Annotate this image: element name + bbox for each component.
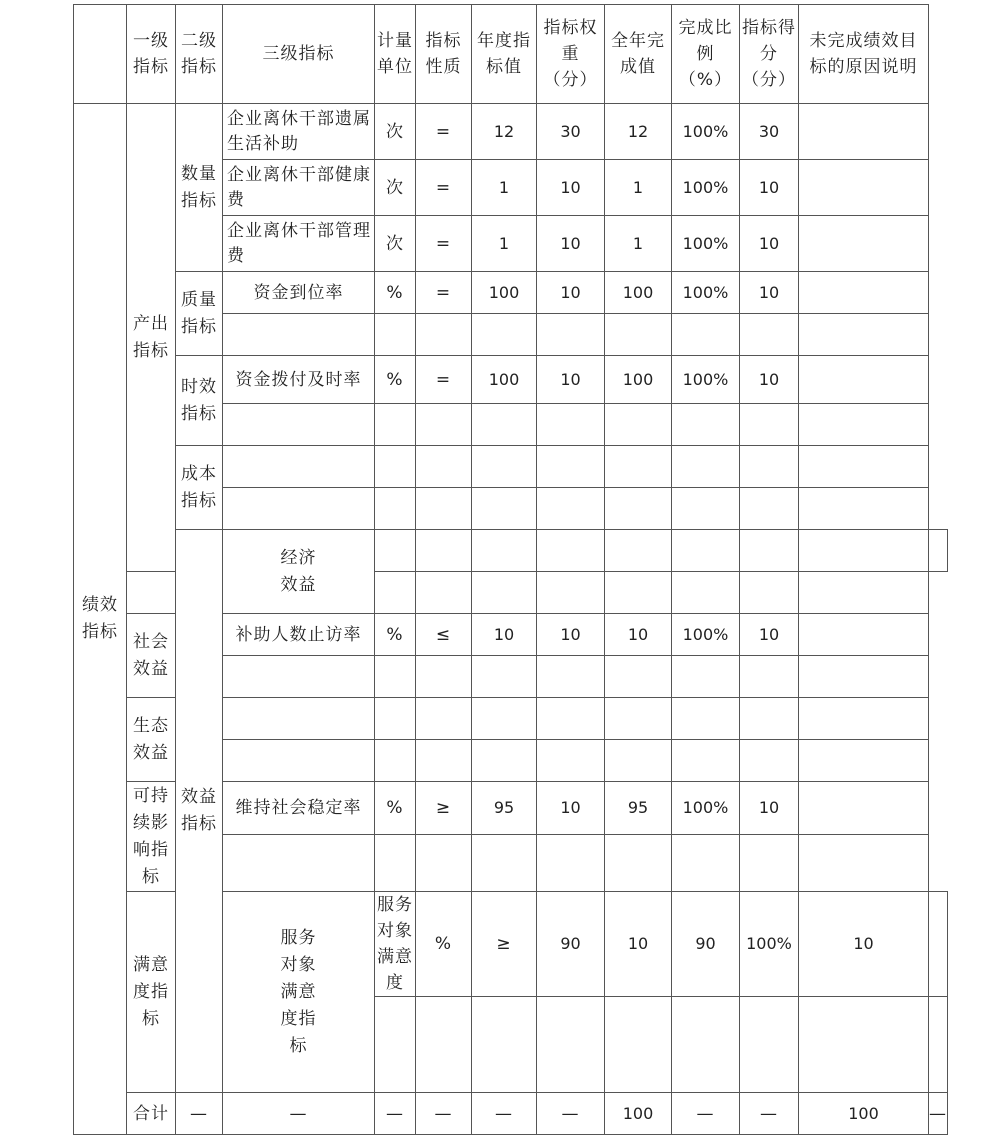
table-row-empty <box>74 530 948 572</box>
table-row <box>74 272 948 314</box>
subgroup-sustainable: 可持续影响指标 <box>127 782 176 892</box>
unit-cell: % <box>375 356 416 404</box>
total-score: 100 <box>799 1093 929 1135</box>
reason-cell <box>799 272 929 314</box>
unit-cell: % <box>375 272 416 314</box>
subgroup-quality: 质量指标 <box>176 272 223 356</box>
weight-cell: 10 <box>537 216 605 272</box>
unit-cell: 次 <box>375 216 416 272</box>
ratio-cell: 100% <box>672 216 740 272</box>
subgroup-quantity: 数量指标 <box>176 104 223 272</box>
header-completed: 全年完成值 <box>605 5 672 104</box>
total-dash: — <box>176 1093 223 1135</box>
indicator-name: 资金到位率 <box>223 272 375 314</box>
unit-cell: % <box>375 614 416 656</box>
reason-cell <box>929 892 948 997</box>
completed-cell: 1 <box>605 216 672 272</box>
group-benefit: 效益指标 <box>176 530 223 1093</box>
performance-table <box>73 4 948 1135</box>
indicator-name: 服务对象满意度 <box>375 892 416 997</box>
completed-cell: 100 <box>605 272 672 314</box>
ratio-cell: 100% <box>672 272 740 314</box>
weight-cell: 10 <box>537 782 605 835</box>
nature-cell: = <box>416 272 472 314</box>
completed-cell: 10 <box>605 614 672 656</box>
target-cell: 95 <box>472 782 537 835</box>
completed-cell: 12 <box>605 104 672 160</box>
group-satisfaction: 满意度指标 <box>127 892 176 1093</box>
reason-cell <box>799 356 929 404</box>
total-label: 合计 <box>127 1093 176 1135</box>
total-dash: — <box>375 1093 416 1135</box>
indicator-name: 企业离休干部健康费 <box>223 160 375 216</box>
target-cell: 100 <box>472 356 537 404</box>
ratio-cell: 100% <box>740 892 799 997</box>
indicator-name: 企业离休干部管理费 <box>223 216 375 272</box>
header-level1: 一级指标 <box>127 5 176 104</box>
table-row <box>74 356 948 404</box>
unit-cell: % <box>416 892 472 997</box>
subgroup-service: 服务对象满意度指标 <box>223 892 375 1093</box>
subgroup-timeliness: 时效指标 <box>176 356 223 446</box>
header-reason: 未完成绩效目标的原因说明 <box>799 5 929 104</box>
unit-cell: % <box>375 782 416 835</box>
ratio-cell: 100% <box>672 782 740 835</box>
indicator-name: 企业离休干部遗属生活补助 <box>223 104 375 160</box>
nature-cell: ≤ <box>416 614 472 656</box>
weight-cell: 10 <box>537 272 605 314</box>
weight-cell: 10 <box>605 892 672 997</box>
ratio-cell: 100% <box>672 614 740 656</box>
total-weight: 100 <box>605 1093 672 1135</box>
target-cell: 1 <box>472 216 537 272</box>
target-cell: 12 <box>472 104 537 160</box>
weight-cell: 10 <box>537 160 605 216</box>
completed-cell: 1 <box>605 160 672 216</box>
total-dash: — <box>740 1093 799 1135</box>
score-cell: 10 <box>740 216 799 272</box>
header-weight: 指标权重（分） <box>537 5 605 104</box>
nature-cell: ≥ <box>472 892 537 997</box>
subgroup-cost: 成本指标 <box>176 446 223 530</box>
ratio-cell: 100% <box>672 160 740 216</box>
header-level2: 二级指标 <box>176 5 223 104</box>
total-dash: — <box>223 1093 375 1135</box>
header-annual-target: 年度指标值 <box>472 5 537 104</box>
target-cell: 1 <box>472 160 537 216</box>
reason-cell <box>799 104 929 160</box>
completed-cell: 95 <box>605 782 672 835</box>
nature-cell: = <box>416 160 472 216</box>
total-dash: — <box>929 1093 948 1135</box>
table-row <box>74 104 948 160</box>
indicator-name: 补助人数止访率 <box>223 614 375 656</box>
table-row-empty <box>74 446 948 488</box>
header-score: 指标得分（分） <box>740 5 799 104</box>
score-cell: 30 <box>740 104 799 160</box>
subgroup-ecological: 生态效益 <box>127 698 176 782</box>
header-blank <box>74 5 127 104</box>
unit-cell: 次 <box>375 160 416 216</box>
score-cell: 10 <box>740 272 799 314</box>
header-unit: 计量单位 <box>375 5 416 104</box>
target-cell: 90 <box>537 892 605 997</box>
total-row <box>74 1093 948 1135</box>
group-output: 产出指标 <box>127 104 176 572</box>
unit-cell: 次 <box>375 104 416 160</box>
ratio-cell: 100% <box>672 104 740 160</box>
target-cell: 100 <box>472 272 537 314</box>
score-cell: 10 <box>740 782 799 835</box>
score-cell: 10 <box>799 892 929 997</box>
perf-indicator-label: 绩效指标 <box>74 104 127 1135</box>
nature-cell: = <box>416 356 472 404</box>
weight-cell: 10 <box>537 614 605 656</box>
score-cell: 10 <box>740 614 799 656</box>
reason-cell <box>799 614 929 656</box>
target-cell: 10 <box>472 614 537 656</box>
header-level3: 三级指标 <box>223 5 375 104</box>
subgroup-social: 社会效益 <box>127 614 176 698</box>
header-nature: 指标性质 <box>416 5 472 104</box>
nature-cell: = <box>416 216 472 272</box>
weight-cell: 10 <box>537 356 605 404</box>
total-dash: — <box>537 1093 605 1135</box>
subgroup-economic: 经济效益 <box>223 530 375 614</box>
weight-cell: 30 <box>537 104 605 160</box>
completed-cell: 90 <box>672 892 740 997</box>
completed-cell: 100 <box>605 356 672 404</box>
total-dash: — <box>672 1093 740 1135</box>
reason-cell <box>799 782 929 835</box>
indicator-name: 资金拨付及时率 <box>223 356 375 404</box>
indicator-name: 维持社会稳定率 <box>223 782 375 835</box>
score-cell: 10 <box>740 356 799 404</box>
nature-cell: ≥ <box>416 782 472 835</box>
nature-cell: = <box>416 104 472 160</box>
reason-cell <box>799 160 929 216</box>
score-cell: 10 <box>740 160 799 216</box>
ratio-cell: 100% <box>672 356 740 404</box>
reason-cell <box>799 216 929 272</box>
total-dash: — <box>416 1093 472 1135</box>
header-row <box>74 5 948 104</box>
header-ratio: 完成比例（%） <box>672 5 740 104</box>
total-dash: — <box>472 1093 537 1135</box>
